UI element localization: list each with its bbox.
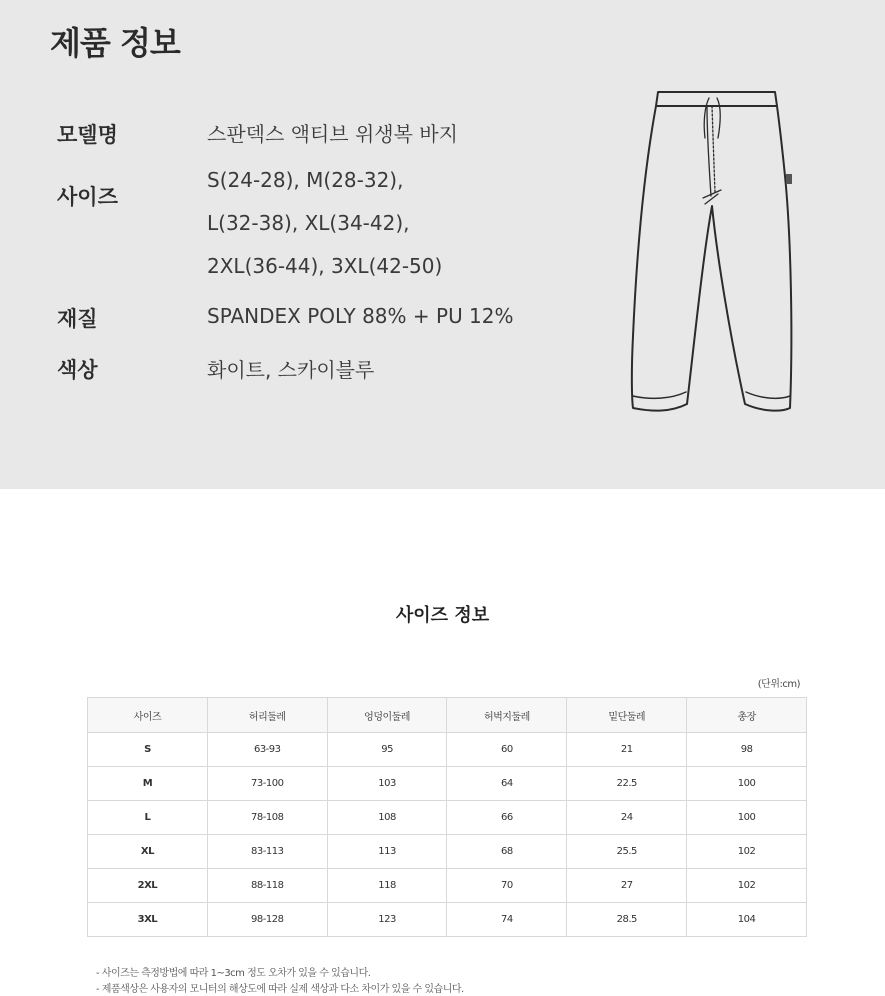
hem-cell: 24 — [567, 801, 687, 835]
waist-cell: 63-93 — [207, 733, 327, 767]
note-measurement: - 사이즈는 측정방법에 따라 1~3cm 정도 오차가 있을 수 있습니다. — [96, 968, 371, 979]
material-value: SPANDEX POLY 88% + PU 12% — [207, 304, 514, 328]
size-cell: L — [88, 801, 208, 835]
table-row — [88, 801, 807, 835]
thigh-cell: 66 — [447, 801, 567, 835]
table-row — [88, 767, 807, 801]
hem-cell: 21 — [567, 733, 687, 767]
size-table — [87, 697, 807, 937]
table-row — [88, 903, 807, 937]
model-value: 스판덱스 액티브 위생복 바지 — [207, 122, 458, 146]
waist-cell: 73-100 — [207, 767, 327, 801]
header-size: 사이즈 — [88, 698, 208, 733]
thigh-cell: 74 — [447, 903, 567, 937]
header-hip: 엉덩이둘레 — [327, 698, 447, 733]
waist-cell: 98-128 — [207, 903, 327, 937]
color-label: 색상 — [57, 358, 98, 382]
waist-cell: 78-108 — [207, 801, 327, 835]
note-color: - 제품색상은 사용자의 모니터의 해상도에 따라 실제 색상과 다소 차이가 있을 수 있습니다. — [96, 984, 464, 995]
product-info-title: 제품 정보 — [50, 24, 180, 62]
length-cell: 102 — [687, 869, 807, 903]
size-label: 사이즈 — [57, 185, 118, 209]
hip-cell: 95 — [327, 733, 447, 767]
pants-illustration — [625, 86, 795, 426]
hem-cell: 28.5 — [567, 903, 687, 937]
size-value-line-3: 2XL(36-44), 3XL(42-50) — [207, 254, 443, 278]
size-cell: 2XL — [88, 869, 208, 903]
hem-cell: 27 — [567, 869, 687, 903]
thigh-cell: 68 — [447, 835, 567, 869]
thigh-cell: 60 — [447, 733, 567, 767]
material-label: 재질 — [57, 307, 98, 331]
color-value: 화이트, 스카이블루 — [207, 358, 375, 382]
length-cell: 104 — [687, 903, 807, 937]
table-header-row — [88, 698, 807, 733]
thigh-cell: 70 — [447, 869, 567, 903]
size-cell: M — [88, 767, 208, 801]
header-hem: 밑단둘레 — [567, 698, 687, 733]
waist-cell: 83-113 — [207, 835, 327, 869]
size-cell: S — [88, 733, 208, 767]
size-info-title: 사이즈 정보 — [395, 605, 490, 626]
length-cell: 102 — [687, 835, 807, 869]
header-length: 총장 — [687, 698, 807, 733]
hip-cell: 103 — [327, 767, 447, 801]
waist-cell: 88-118 — [207, 869, 327, 903]
table-row — [88, 733, 807, 767]
size-value-line-1: S(24-28), M(28-32), — [207, 168, 404, 192]
thigh-cell: 64 — [447, 767, 567, 801]
length-cell: 100 — [687, 801, 807, 835]
size-cell: 3XL — [88, 903, 208, 937]
length-cell: 100 — [687, 767, 807, 801]
unit-note: (단위:cm) — [757, 679, 800, 690]
table-row — [88, 869, 807, 903]
hip-cell: 123 — [327, 903, 447, 937]
header-waist: 허리둘레 — [207, 698, 327, 733]
product-info-panel — [0, 0, 885, 489]
notes — [96, 966, 464, 996]
header-thigh: 허벅지둘레 — [447, 698, 567, 733]
hip-cell: 113 — [327, 835, 447, 869]
length-cell: 98 — [687, 733, 807, 767]
table-row — [88, 835, 807, 869]
hip-cell: 108 — [327, 801, 447, 835]
hem-cell: 25.5 — [567, 835, 687, 869]
size-value-line-2: L(32-38), XL(34-42), — [207, 211, 410, 235]
hem-cell: 22.5 — [567, 767, 687, 801]
model-label: 모델명 — [57, 123, 118, 147]
size-cell: XL — [88, 835, 208, 869]
hip-cell: 118 — [327, 869, 447, 903]
